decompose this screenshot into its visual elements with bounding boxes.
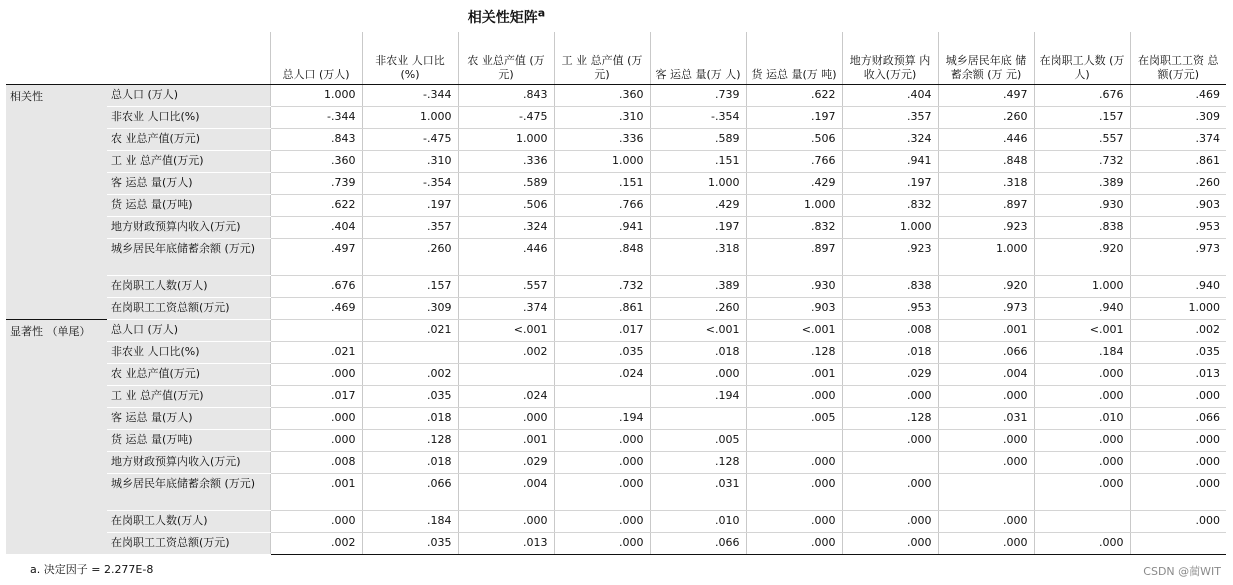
table-cell: .374 bbox=[458, 297, 554, 319]
table-cell: .035 bbox=[1130, 341, 1226, 363]
column-header: 工 业 总产值 (万元) bbox=[554, 32, 650, 84]
row-label: 地方财政预算内收入(万元) bbox=[107, 451, 270, 473]
table-cell: .000 bbox=[746, 510, 842, 532]
table-cell: 1.000 bbox=[1034, 275, 1130, 297]
table-cell: .000 bbox=[746, 532, 842, 554]
table-cell: .017 bbox=[270, 385, 362, 407]
table-cell bbox=[554, 385, 650, 407]
table-cell: .001 bbox=[746, 363, 842, 385]
table-cell: .013 bbox=[458, 532, 554, 554]
table-cell: .000 bbox=[1034, 363, 1130, 385]
table-cell: .000 bbox=[746, 385, 842, 407]
table-cell: .000 bbox=[746, 451, 842, 473]
table-cell: .557 bbox=[458, 275, 554, 297]
row-label: 客 运总 量(万人) bbox=[107, 407, 270, 429]
title-footnote-marker: a bbox=[537, 6, 546, 19]
table-cell: 1.000 bbox=[270, 84, 362, 106]
table-cell: 1.000 bbox=[650, 172, 746, 194]
table-cell: -.344 bbox=[362, 84, 458, 106]
table-cell: .897 bbox=[938, 194, 1034, 216]
table-cell: .861 bbox=[1130, 150, 1226, 172]
table-cell: .000 bbox=[938, 429, 1034, 451]
table-cell: .374 bbox=[1130, 128, 1226, 150]
table-cell: .151 bbox=[650, 150, 746, 172]
table-cell: .953 bbox=[842, 297, 938, 319]
table-cell: 1.000 bbox=[554, 150, 650, 172]
column-header: 总人口 (万人) bbox=[270, 32, 362, 84]
table-cell: .157 bbox=[1034, 106, 1130, 128]
table-cell: .000 bbox=[554, 510, 650, 532]
table-cell: .002 bbox=[458, 341, 554, 363]
table-cell: .128 bbox=[842, 407, 938, 429]
table-cell: .000 bbox=[1034, 532, 1130, 554]
header-corner-label bbox=[107, 32, 270, 84]
table-cell: .010 bbox=[650, 510, 746, 532]
table-cell: .184 bbox=[1034, 341, 1130, 363]
table-cell: .005 bbox=[746, 407, 842, 429]
table-row bbox=[6, 194, 1226, 216]
significance-group-label: 显著性 （单尾） bbox=[6, 319, 107, 554]
table-cell: .031 bbox=[650, 473, 746, 510]
table-cell: .739 bbox=[270, 172, 362, 194]
table-cell: .838 bbox=[1034, 216, 1130, 238]
table-cell: -.475 bbox=[458, 106, 554, 128]
table-cell: .897 bbox=[746, 238, 842, 275]
footnote: a. 决定因子 = 2.277E-8 bbox=[30, 563, 154, 576]
table-cell: .008 bbox=[270, 451, 362, 473]
table-cell bbox=[746, 429, 842, 451]
table-cell: .000 bbox=[842, 510, 938, 532]
table-cell: .197 bbox=[362, 194, 458, 216]
table-cell: .360 bbox=[554, 84, 650, 106]
table-cell: .923 bbox=[938, 216, 1034, 238]
table-cell: .000 bbox=[1130, 429, 1226, 451]
table-cell: .018 bbox=[362, 451, 458, 473]
table-cell: .194 bbox=[650, 385, 746, 407]
table-cell: .001 bbox=[938, 319, 1034, 341]
table-cell: .676 bbox=[1034, 84, 1130, 106]
table-cell: .446 bbox=[938, 128, 1034, 150]
table-cell: .357 bbox=[842, 106, 938, 128]
row-label: 工 业 总产值(万元) bbox=[107, 385, 270, 407]
row-label: 城乡居民年底储蓄余额 (万元) bbox=[107, 473, 270, 510]
table-cell: .953 bbox=[1130, 216, 1226, 238]
table-cell: <.001 bbox=[1034, 319, 1130, 341]
table-cell: <.001 bbox=[650, 319, 746, 341]
table-cell: .000 bbox=[1130, 385, 1226, 407]
table-cell: .128 bbox=[746, 341, 842, 363]
table-cell: .001 bbox=[270, 473, 362, 510]
table-row bbox=[6, 473, 1226, 510]
table-row bbox=[6, 363, 1226, 385]
column-header: 非农业 人口比 (%) bbox=[362, 32, 458, 84]
table-cell: .469 bbox=[270, 297, 362, 319]
table-cell: .000 bbox=[938, 451, 1034, 473]
table-cell: .000 bbox=[1034, 473, 1130, 510]
table-cell: .861 bbox=[554, 297, 650, 319]
table-cell: .622 bbox=[746, 84, 842, 106]
row-label: 货 运总 量(万吨) bbox=[107, 194, 270, 216]
table-cell: .128 bbox=[650, 451, 746, 473]
table-cell: .920 bbox=[1034, 238, 1130, 275]
table-cell: .000 bbox=[1130, 451, 1226, 473]
table-cell: .000 bbox=[1130, 473, 1226, 510]
table-cell: -.354 bbox=[650, 106, 746, 128]
table-cell: 1.000 bbox=[746, 194, 842, 216]
table-cell: .404 bbox=[842, 84, 938, 106]
table-cell: .497 bbox=[270, 238, 362, 275]
table-cell: .732 bbox=[554, 275, 650, 297]
table-row bbox=[6, 407, 1226, 429]
table-cell: .000 bbox=[270, 407, 362, 429]
table-cell: .000 bbox=[650, 363, 746, 385]
table-cell: .021 bbox=[362, 319, 458, 341]
table-row bbox=[6, 128, 1226, 150]
table-cell: .128 bbox=[362, 429, 458, 451]
column-header: 地方财政预算 内收入(万元) bbox=[842, 32, 938, 84]
table-cell: .197 bbox=[842, 172, 938, 194]
table-cell: .004 bbox=[938, 363, 1034, 385]
table-cell bbox=[842, 451, 938, 473]
table-cell: .923 bbox=[842, 238, 938, 275]
table-cell: .310 bbox=[362, 150, 458, 172]
table-cell: 1.000 bbox=[1130, 297, 1226, 319]
table-cell: .000 bbox=[938, 385, 1034, 407]
table-cell: .000 bbox=[746, 473, 842, 510]
table-cell: .940 bbox=[1130, 275, 1226, 297]
table-cell: .018 bbox=[842, 341, 938, 363]
table-cell: .360 bbox=[270, 150, 362, 172]
header-corner bbox=[6, 32, 107, 84]
table-cell: .941 bbox=[842, 150, 938, 172]
table-cell: .000 bbox=[458, 510, 554, 532]
table-cell: .324 bbox=[842, 128, 938, 150]
table-cell: .018 bbox=[650, 341, 746, 363]
table-cell: .336 bbox=[458, 150, 554, 172]
table-cell: .066 bbox=[650, 532, 746, 554]
table-cell: .000 bbox=[842, 532, 938, 554]
table-cell: .557 bbox=[1034, 128, 1130, 150]
table-row bbox=[6, 341, 1226, 363]
table-cell: .066 bbox=[362, 473, 458, 510]
table-cell: .000 bbox=[554, 532, 650, 554]
row-label: 非农业 人口比(%) bbox=[107, 106, 270, 128]
table-cell: .832 bbox=[746, 216, 842, 238]
table-cell: 1.000 bbox=[938, 238, 1034, 275]
table-cell: .843 bbox=[458, 84, 554, 106]
table-cell bbox=[458, 363, 554, 385]
table-row bbox=[6, 451, 1226, 473]
column-header: 在岗职工工资 总额(万元) bbox=[1130, 32, 1226, 84]
table-row bbox=[6, 106, 1226, 128]
row-label: 货 运总 量(万吨) bbox=[107, 429, 270, 451]
table-cell: 1.000 bbox=[362, 106, 458, 128]
row-label: 在岗职工工资总额(万元) bbox=[107, 297, 270, 319]
table-cell bbox=[270, 319, 362, 341]
table-row bbox=[6, 532, 1226, 554]
table-cell: .000 bbox=[1034, 385, 1130, 407]
row-label: 工 业 总产值(万元) bbox=[107, 150, 270, 172]
table-row bbox=[6, 275, 1226, 297]
table-cell: .002 bbox=[362, 363, 458, 385]
table-cell: .010 bbox=[1034, 407, 1130, 429]
row-label: 客 运总 量(万人) bbox=[107, 172, 270, 194]
table-cell: .309 bbox=[362, 297, 458, 319]
table-cell: .000 bbox=[1034, 451, 1130, 473]
table-cell: .838 bbox=[842, 275, 938, 297]
table-cell: .732 bbox=[1034, 150, 1130, 172]
table-cell: .766 bbox=[746, 150, 842, 172]
table-cell: .000 bbox=[842, 473, 938, 510]
table-cell: .941 bbox=[554, 216, 650, 238]
row-label: 城乡居民年底储蓄余额 (万元) bbox=[107, 238, 270, 275]
title-text: 相关性矩阵 bbox=[467, 9, 538, 26]
table-row bbox=[6, 84, 1226, 106]
table-cell: .024 bbox=[554, 363, 650, 385]
table-cell: .920 bbox=[938, 275, 1034, 297]
table-cell: .197 bbox=[746, 106, 842, 128]
table-cell: .031 bbox=[938, 407, 1034, 429]
table-cell: .066 bbox=[938, 341, 1034, 363]
table-cell: .000 bbox=[1130, 510, 1226, 532]
table-cell: .324 bbox=[458, 216, 554, 238]
table-title bbox=[0, 6, 1233, 27]
column-header: 货 运总 量(万 吨) bbox=[746, 32, 842, 84]
table-cell: .930 bbox=[746, 275, 842, 297]
table-cell: .622 bbox=[270, 194, 362, 216]
table-cell: 1.000 bbox=[458, 128, 554, 150]
table-row bbox=[6, 297, 1226, 319]
table-cell: .000 bbox=[842, 385, 938, 407]
table-cell: .000 bbox=[938, 510, 1034, 532]
table-cell: .035 bbox=[554, 341, 650, 363]
table-row bbox=[6, 429, 1226, 451]
table-cell: <.001 bbox=[746, 319, 842, 341]
table-cell: .469 bbox=[1130, 84, 1226, 106]
table-row bbox=[6, 385, 1226, 407]
table-row bbox=[6, 172, 1226, 194]
table-cell: .309 bbox=[1130, 106, 1226, 128]
row-label: 农 业总产值(万元) bbox=[107, 128, 270, 150]
table-cell: .848 bbox=[938, 150, 1034, 172]
table-cell: .260 bbox=[362, 238, 458, 275]
table-cell: .194 bbox=[554, 407, 650, 429]
table-cell: .018 bbox=[362, 407, 458, 429]
table-cell: .000 bbox=[554, 429, 650, 451]
table-cell: .404 bbox=[270, 216, 362, 238]
table-cell bbox=[362, 341, 458, 363]
table-cell: .589 bbox=[458, 172, 554, 194]
table-cell: .000 bbox=[270, 429, 362, 451]
column-header: 客 运总 量(万 人) bbox=[650, 32, 746, 84]
table-cell: .973 bbox=[1130, 238, 1226, 275]
table-cell: -.475 bbox=[362, 128, 458, 150]
table-cell: .197 bbox=[650, 216, 746, 238]
table-cell: .310 bbox=[554, 106, 650, 128]
table-cell: .000 bbox=[270, 363, 362, 385]
row-label: 非农业 人口比(%) bbox=[107, 341, 270, 363]
row-label: 农 业总产值(万元) bbox=[107, 363, 270, 385]
table-cell: .000 bbox=[458, 407, 554, 429]
table-cell: .260 bbox=[650, 297, 746, 319]
table-cell: .000 bbox=[554, 473, 650, 510]
table-cell: .446 bbox=[458, 238, 554, 275]
table-cell: .017 bbox=[554, 319, 650, 341]
table-cell: .029 bbox=[458, 451, 554, 473]
table-cell: .973 bbox=[938, 297, 1034, 319]
row-label: 总人口 (万人) bbox=[107, 319, 270, 341]
table-cell: -.354 bbox=[362, 172, 458, 194]
row-label: 地方财政预算内收入(万元) bbox=[107, 216, 270, 238]
correlation-group-label: 相关性 bbox=[6, 84, 107, 319]
table-row bbox=[6, 319, 1226, 341]
table-cell: .184 bbox=[362, 510, 458, 532]
table-cell: .002 bbox=[1130, 319, 1226, 341]
table-row bbox=[6, 510, 1226, 532]
table-cell: .004 bbox=[458, 473, 554, 510]
table-cell: .940 bbox=[1034, 297, 1130, 319]
table-cell: .739 bbox=[650, 84, 746, 106]
table-cell: .021 bbox=[270, 341, 362, 363]
table-cell: .506 bbox=[458, 194, 554, 216]
table-cell: .676 bbox=[270, 275, 362, 297]
column-header: 城乡居民年底 储蓄余额 (万 元) bbox=[938, 32, 1034, 84]
table-cell: .035 bbox=[362, 385, 458, 407]
table-cell: .903 bbox=[746, 297, 842, 319]
table-cell: .260 bbox=[938, 106, 1034, 128]
table-cell: .497 bbox=[938, 84, 1034, 106]
table-cell bbox=[650, 407, 746, 429]
table-cell: .000 bbox=[554, 451, 650, 473]
table-cell: .000 bbox=[1034, 429, 1130, 451]
table-row bbox=[6, 238, 1226, 275]
table-cell bbox=[938, 473, 1034, 510]
table-cell: .843 bbox=[270, 128, 362, 150]
table-cell: .389 bbox=[1034, 172, 1130, 194]
table-cell: .029 bbox=[842, 363, 938, 385]
table-cell: .035 bbox=[362, 532, 458, 554]
table-row bbox=[6, 150, 1226, 172]
watermark: CSDN @蔺WIT bbox=[1143, 565, 1221, 578]
table-cell: -.344 bbox=[270, 106, 362, 128]
table-cell: .024 bbox=[458, 385, 554, 407]
table-cell: .766 bbox=[554, 194, 650, 216]
column-header: 农 业总产值 (万元) bbox=[458, 32, 554, 84]
row-label: 在岗职工人数(万人) bbox=[107, 275, 270, 297]
table-cell: .506 bbox=[746, 128, 842, 150]
table-cell: .589 bbox=[650, 128, 746, 150]
correlation-matrix-table bbox=[6, 32, 1226, 555]
table-cell: .848 bbox=[554, 238, 650, 275]
table-cell: 1.000 bbox=[842, 216, 938, 238]
row-label: 在岗职工工资总额(万元) bbox=[107, 532, 270, 554]
header-row bbox=[6, 32, 1226, 84]
table-cell bbox=[1034, 510, 1130, 532]
table-cell: .429 bbox=[650, 194, 746, 216]
table-cell: .318 bbox=[938, 172, 1034, 194]
table-cell: .151 bbox=[554, 172, 650, 194]
table-cell: .357 bbox=[362, 216, 458, 238]
table-cell: .066 bbox=[1130, 407, 1226, 429]
table-cell: .318 bbox=[650, 238, 746, 275]
table-cell: .001 bbox=[458, 429, 554, 451]
table-cell: .002 bbox=[270, 532, 362, 554]
table-cell: .000 bbox=[270, 510, 362, 532]
table-cell: .930 bbox=[1034, 194, 1130, 216]
table-cell: .157 bbox=[362, 275, 458, 297]
table-cell: .260 bbox=[1130, 172, 1226, 194]
table-cell: .005 bbox=[650, 429, 746, 451]
table-cell: .389 bbox=[650, 275, 746, 297]
table-cell: .013 bbox=[1130, 363, 1226, 385]
column-header: 在岗职工人数 (万人) bbox=[1034, 32, 1130, 84]
table-cell: .429 bbox=[746, 172, 842, 194]
table-cell bbox=[1130, 532, 1226, 554]
table-cell: .336 bbox=[554, 128, 650, 150]
row-label: 在岗职工人数(万人) bbox=[107, 510, 270, 532]
table-cell: .832 bbox=[842, 194, 938, 216]
table-cell: .000 bbox=[938, 532, 1034, 554]
table-cell: .903 bbox=[1130, 194, 1226, 216]
table-cell: <.001 bbox=[458, 319, 554, 341]
row-label: 总人口 (万人) bbox=[107, 84, 270, 106]
table-row bbox=[6, 216, 1226, 238]
table-cell: .008 bbox=[842, 319, 938, 341]
table-cell: .000 bbox=[842, 429, 938, 451]
